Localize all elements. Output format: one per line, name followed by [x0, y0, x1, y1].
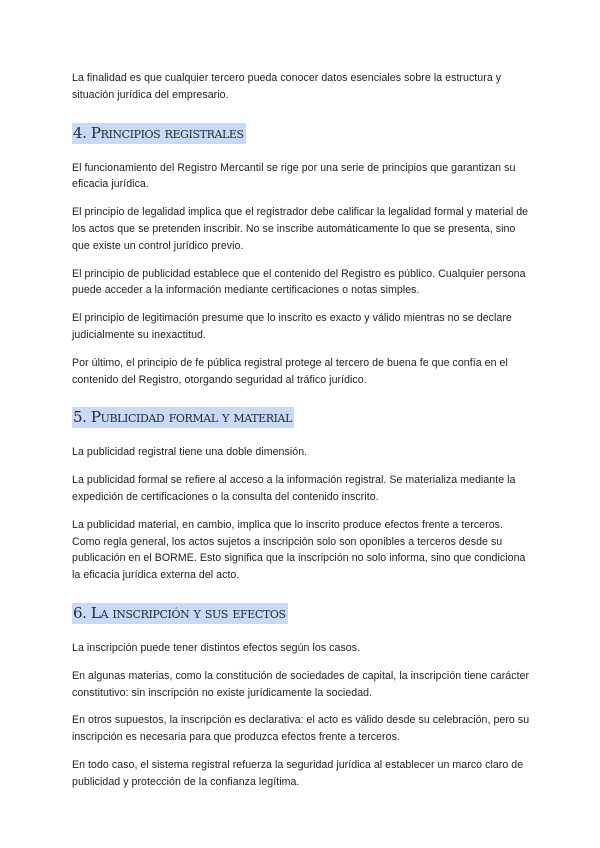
- section-4-paragraph: El principio de publicidad establece que el contenido del Registro es público. Cualquier persona puede acceder a la información mediante certificaciones o notas simples.: [72, 267, 526, 297]
- section-5-paragraph: La publicidad registral tiene una doble dimensión.: [72, 446, 308, 459]
- section-6-paragraph: La inscripción puede tener distintos efectos según los casos.: [72, 641, 361, 654]
- intro-paragraph: La finalidad es que cualquier tercero pueda conocer datos esenciales sobre la estructura y situación jurídica del empresario.: [72, 72, 502, 101]
- document-body: [72, 70, 532, 791]
- section-4-heading-wrap: [72, 123, 532, 144]
- section-6-heading: 6. La inscripción y sus efectos: [73, 603, 286, 622]
- section-4-heading: 4. Principios registrales: [73, 123, 244, 142]
- section-4-paragraph: Por último, el principio de fe pública registral protege al tercero de buena fe que confía en el contenido del Registro, otorgando seguridad al tráfico jurídico.: [72, 356, 508, 386]
- section-6-paragraph: En otros supuestos, la inscripción es declarativa: el acto es válido desde su celebración, pero su inscripción es necesaria para que produzca efectos frente a terceros.: [72, 714, 530, 744]
- section-4-paragraph: El principio de legalidad implica que el registrador debe calificar la legalidad formal y material de los actos que se pretenden inscribir. No se inscribe automáticamente lo que se presenta, sino que existe un control jurídico previo.: [72, 206, 529, 252]
- section-5-paragraph: La publicidad formal se refiere al acceso a la información registral. Se materializa mediante la expedición de certificaciones o la consulta del contenido inscrito.: [72, 474, 516, 503]
- section-6-heading-wrap: [72, 603, 532, 624]
- section-5-heading-wrap: [72, 407, 532, 428]
- section-6-paragraph: En todo caso, el sistema registral refuerza la seguridad jurídica al establecer un marco claro de publicidad y protección de la confianza legítima.: [72, 758, 524, 788]
- section-4-paragraph: El funcionamiento del Registro Mercantil se rige por una serie de principios que garantizan su eficacia jurídica.: [72, 161, 516, 191]
- section-4-paragraph: El principio de legitimación presume que lo inscrito es exacto y válido mientras no se declare judicialmente su inexactitud.: [72, 312, 512, 341]
- section-5-paragraph: La publicidad material, en cambio, implica que lo inscrito produce efectos frente a terceros. Como regla general, los actos sujetos a inscripción solo son oponibles a terceros desde su publicación en el BORME. Esto significa que la inscripción no solo informa, sino que condiciona la eficacia jurídica externa del acto.: [72, 518, 526, 582]
- section-6-paragraph: En algunas materias, como la constitución de sociedades de capital, la inscripción tiene carácter constitutivo: sin inscripción no existe jurídicamente la sociedad.: [72, 669, 530, 699]
- section-5-heading: 5. Publicidad formal y material: [73, 408, 292, 427]
